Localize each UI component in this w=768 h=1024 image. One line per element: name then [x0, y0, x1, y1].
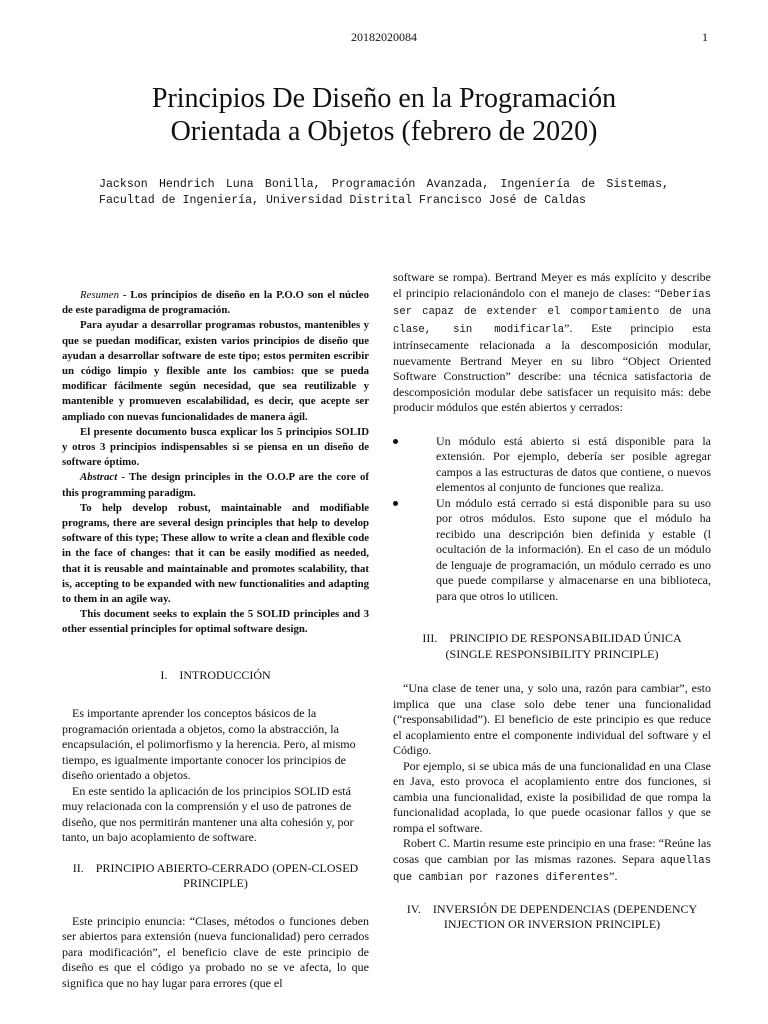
resumen-label: Resumen	[80, 289, 119, 301]
abstract-paragraph-2: To help develop robust, maintainable and modifiable programs, there are several design principles that help to develop software of this type; These allow to write a clean and flexible code in the face of changes: that it can be easily modified as needed, that it is reusable and maintainable and promotes scalability, that is, accepting to be expanded with new functionalities and adapting to them in an agile way.	[62, 501, 369, 606]
section-heading: I. INTRODUCCIÓN	[160, 667, 271, 682]
title-line-2: Orientada a Objetos (febrero de 2020)	[170, 116, 598, 147]
bullet-icon	[393, 439, 398, 444]
abstract-block	[62, 288, 369, 638]
body-paragraph: Este principio enuncia: “Clases, métodos o funciones deben ser abiertos para extensión (nueva funcionalidad) pero cerrados para modificación”, el beneficio clave de este principio de diseño es que el código ya probado no se ve afecta, lo que significa que no hay lugar para errores (que el	[62, 913, 369, 990]
abstract-paragraph-3: This document seeks to explain the 5 SOLID principles and 3 other essential principles for optimal software design.	[62, 608, 369, 636]
abstract-paragraph: Abstract - The design principles in the O.O.P are the core of this programming paradigm.	[62, 471, 369, 499]
body-paragraph: Robert C. Martin resume este principio en una frase: “Reúne las cosas que cambian por las mismas razones. Separa aquellas que cambian por razones diferentes”.	[393, 836, 711, 884]
abstract-label: Abstract	[80, 471, 118, 484]
bullet-list	[393, 434, 711, 605]
body-paragraph: Por ejemplo, si se ubica más de una funcionalidad en una Clase en Java, esto provoca el acoplamiento entre dos funciones, si cambia una funcionalidad, existe la posibilidad de que rompa la funcionalidad acoplada, lo que puede ocasionar fallos y que se rompa el software.	[393, 758, 711, 835]
left-column	[62, 288, 369, 991]
resumen-paragraph-3: El presente documento busca explicar los 5 principios SOLID y otros 3 principios indispensables si se piensa en un diseño de software óptimo.	[62, 425, 369, 469]
document-id: 20182020084	[351, 30, 417, 44]
title-line-1: Principios De Diseño en la Programación	[151, 83, 617, 114]
resumen-paragraph-2: Para ayudar a desarrollar programas robustos, mantenibles y que se puedan modificar, existen varios principios de diseño que ayudan a desarrollar software de este tipo; estos permiten escribir un código limpio y flexible ante los cambios: que se pueda modificar fácilmente según necesidad, que sea reutilizable y mantenible y promueven escalabilidad, es decir, que acepte ser ampliado con nuevas funcionalidades de manera ágil.	[62, 319, 369, 423]
resumen-paragraph: Resumen - Los principios de diseño en la P.O.O son el núcleo de este paradigma de programación.	[62, 289, 369, 317]
body-paragraph: En este sentido la aplicación de los principios SOLID está muy relacionada con la comprensión y el uso de patrones de diseño, que nos permitirán mantener una alta cohesión y, por tanto, un bajo acoplamiento de software.	[62, 783, 354, 845]
section-open-closed	[62, 861, 369, 992]
list-item: Un módulo está abierto si está disponible para la extensión. Por ejemplo, debería ser posible agregar campos a las estructuras de datos que contiene, o nuevos elementos al conjunto de funciones que realiza.	[393, 434, 711, 496]
body-paragraph: software se rompa). Bertrand Meyer es más explícito y describe el principio relacionándolo con el manejo de clases: “Deberías ser capaz de extender el comportamiento de una clase, sin modificarla”. Este principio esta intrínsecamente relacionada a la descomposición modular, nuevamente Bertrand Meyer en su libro “Object Oriented Software Construction” describe: una técnica satisfactoria de descomposición modular debe satisfacer un requisito más: debe producir módulos que estén abiertos y cerrados:	[393, 270, 711, 414]
bullet-icon	[393, 501, 398, 506]
inline-quote: Deberías ser capaz de extender el comportamiento de una clase, sin modificarla	[393, 288, 711, 336]
body-paragraph: “Una clase de tener una, y solo una, razón para cambiar”, esto implica que una clase solo debe tener una funcionalidad (“responsabilidad”). El beneficio de este principio es que reduce el acoplamiento entre el componente individual del software y el Código.	[393, 681, 711, 757]
section-heading: II. PRINCIPIO ABIERTO-CERRADO (OPEN-CLOSED PRINCIPLE)	[72, 860, 359, 891]
list-item: Un módulo está cerrado si está disponible para su uso por otros módulos. Esto supone que el módulo ha recibido una descripción bien definida y estable (l ocultación de la información). En el caso de un módulo de lenguaje de programación, un módulo cerrado es uno que puede compilarse y almacenarse en una biblioteca, para que otros lo utilicen.	[393, 496, 711, 605]
section-single-responsibility	[393, 681, 711, 887]
section-introduction	[62, 668, 369, 846]
inline-quote: aquellas que cambian por razones diferentes	[393, 854, 711, 884]
page-number: 1	[702, 30, 708, 44]
section-heading: IV. INVERSIÓN DE DEPENDENCIAS (DEPENDENCY INJECTION OR INVERSION PRINCIPLE)	[406, 901, 698, 931]
paper-title	[90, 82, 678, 148]
authors-affiliation: Jackson Hendrich Luna Bonilla, Programación Avanzada, Ingeniería de Sistemas, Facultad de Ingeniería, Universidad Distrital Francisco José de Caldas	[99, 178, 669, 207]
body-paragraph: Es importante aprender los conceptos básicos de la programación orientada a objetos, como la abstracción, la encapsulación, el polimorfismo y la herencia. Pero, al mismo tiempo, es igualmente importante conocer los principios de diseño orientado a objetos.	[62, 706, 356, 783]
section-heading: III. PRINCIPIO DE RESPONSABILIDAD ÚNICA (SINGLE RESPONSIBILITY PRINCIPLE)	[422, 631, 682, 661]
right-column	[393, 270, 711, 933]
